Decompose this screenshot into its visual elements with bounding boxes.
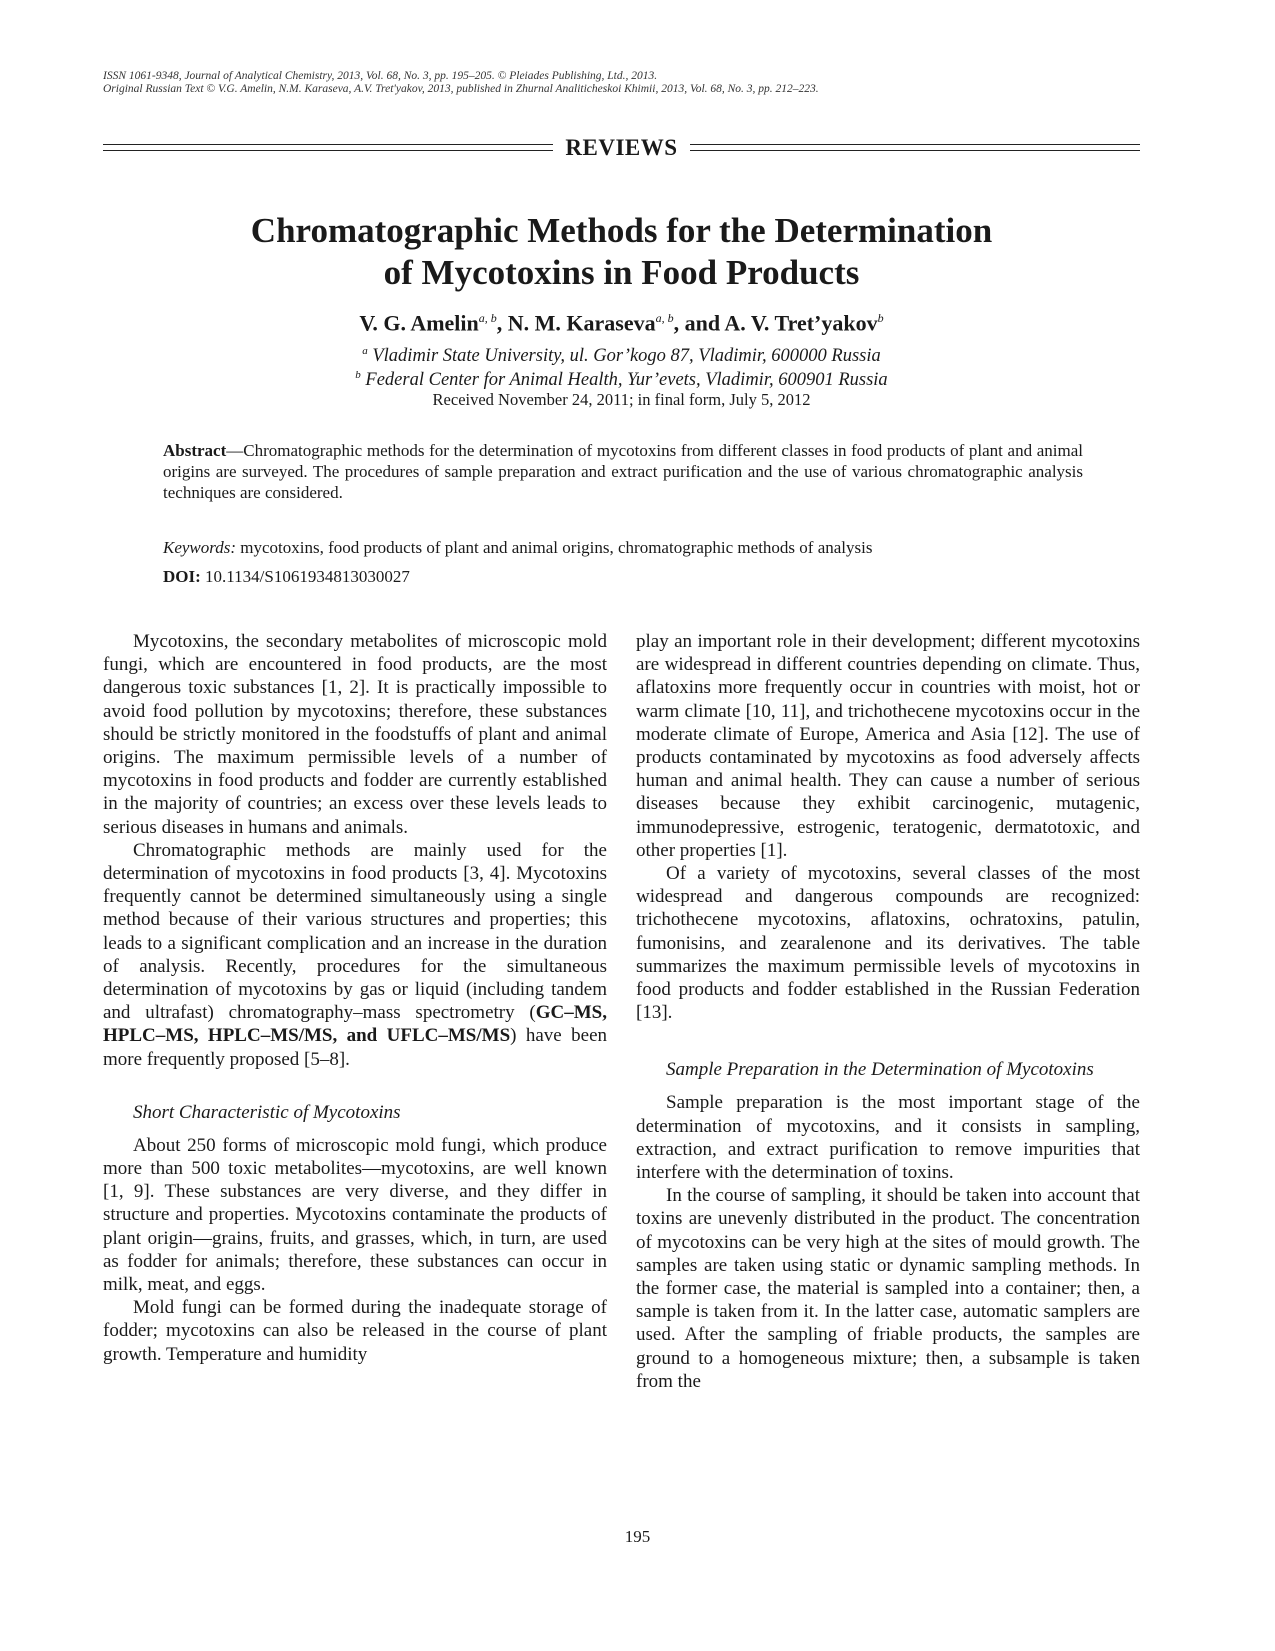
doi-value: 10.1134/S1061934813030027 <box>200 567 410 586</box>
author-list <box>103 305 1140 336</box>
affiliation-text: Vladimir State University, ul. Gor’kogo 87, Vladimir, 600000 Russia <box>372 346 881 367</box>
keywords <box>163 537 1083 558</box>
author-separator: , <box>496 310 508 336</box>
author-separator: , and <box>673 310 725 336</box>
body-paragraph: Sample preparation is the most important stage of the determination of mycotoxins, and it consists in sampling, extraction, and extract purification to remove impurities that interfere with the determination of toxins. <box>636 1092 1140 1184</box>
body-column-right <box>636 630 1140 1393</box>
keywords-label: Keywords: <box>163 538 237 557</box>
page-number: 195 <box>624 1527 651 1546</box>
body-paragraph: Mycotoxins, the secondary metabolites of microscopic mold fungi, which are encountered in food products, are the most dangerous toxic substances [1, 2]. It is practically impossible to avoid food pollution by mycotoxins; therefore, these substances should be strictly monitored in the foodstuffs of plant and animal origins. The maximum permissible levels of a number of mycotoxins in food products and fodder are currently established in the majority of countries; an excess over these levels leads to serious diseases in humans and animals. <box>103 631 607 838</box>
affiliation-b <box>103 364 1140 391</box>
author-affiliation-mark: a, b <box>655 311 674 325</box>
section-label: REVIEWS <box>565 135 678 160</box>
abstract-text: —Chromatographic methods for the determination of mycotoxins from different classes in food products of plant and animal origins are surveyed. The procedures of sample preparation and extract purification and the use of various chromatographic analysis techniques are considered. <box>163 441 1083 502</box>
section-subheading: Short Characteristic of Mycotoxins <box>133 1101 401 1123</box>
body-paragraph: play an important role in their development; different mycotoxins are widespread in different countries depending on climate. Thus, aflatoxins more frequently occur in countries with moist, hot or warm climate [10, 11], and trichothecene mycotoxins occur in the moderate climate of Europe, America and Asia [12]. The use of products contaminated by mycotoxins as food adversely affects human and animal health. They can cause a number of serious diseases because they exhibit carcinogenic, mutagenic, immunodepressive, estrogenic, teratogenic, dermatotoxic, and other properties [1]. <box>636 631 1140 861</box>
received-dates: Received November 24, 2011; in final form, July 5, 2012 <box>432 390 811 409</box>
body-column-left <box>103 630 607 1366</box>
abstract-label: Abstract <box>163 441 227 460</box>
abstract <box>163 440 1083 503</box>
keywords-text: mycotoxins, food products of plant and animal origins, chromatographic methods of analysis <box>236 538 873 557</box>
body-paragraph: Of a variety of mycotoxins, several classes of the most widespread and dangerous compounds are recognized: trichothecene mycotoxins, aflatoxins, ochratoxins, patulin, fumonisins, and zearalenone and its derivatives. The table summarizes the maximum permissible levels of mycotoxins in food products and fodder established in the Russian Federation [13]. <box>636 863 1140 1024</box>
author-name: V. G. Amelin <box>359 310 479 336</box>
affiliation-mark: a <box>362 345 368 357</box>
issn-line: ISSN 1061-9348, Journal of Analytical Chemistry, 2013, Vol. 68, No. 3, pp. 195–205. © Pleiades Publishing, Ltd., 2013. <box>103 70 658 82</box>
author-name: N. M. Karaseva <box>507 310 656 336</box>
body-paragraph: Mold fungi can be formed during the inadequate storage of fodder; mycotoxins can also be released in the course of plant growth. Temperature and humidity <box>103 1297 607 1365</box>
author-affiliation-mark: b <box>877 311 884 325</box>
doi <box>163 566 410 587</box>
section-heading <box>103 136 1140 160</box>
affiliation-mark: b <box>355 369 361 381</box>
title-line-1: Chromatographic Methods for the Determination <box>250 211 993 250</box>
paper-title <box>103 210 1140 294</box>
body-paragraph: In the course of sampling, it should be taken into account that toxins are unevenly distributed in the product. The concentration of mycotoxins can be very high at the sites of mould growth. The samples are taken using static or dynamic sampling methods. In the former case, the material is sampled into a container; then, a sample is taken from it. In the latter case, automatic samplers are used. After the sampling of friable products, the samples are ground to a homogeneous mixture; then, a subsample is taken from the <box>636 1185 1140 1392</box>
section-subheading: Sample Preparation in the Determination of Mycotoxins <box>666 1059 1094 1081</box>
body-paragraph: About 250 forms of microscopic mold fungi, which produce more than 500 toxic metabolites—mycotoxins, are well known [1, 9]. These substances are very diverse, and they differ in structure and properties. Mycotoxins contaminate the products of plant origin—grains, fruits, and grasses, which, in turn, are used as fodder for animals; therefore, these substances can occur in milk, meat, and eggs. <box>103 1134 607 1296</box>
doi-label: DOI: <box>163 567 201 586</box>
author-name: A. V. Tret’yakov <box>724 310 878 336</box>
method-acronyms: GC–MS, HPLC–MS, HPLC–MS/MS, and UFLC–MS/MS <box>103 1002 607 1047</box>
body-paragraph: Chromatographic methods are mainly used for the determination of mycotoxins in food products [3, 4]. Mycotoxins frequently cannot be determined simultaneously using a single method because of their various structures and properties; this leads to a significant complication and an increase in the duration of analysis. Recently, procedures for the simultaneous determination of mycotoxins by gas or liquid (including tandem and ultrafast) chromatography–mass spectrometry (GC–MS, HPLC–MS, HPLC–MS/MS, and UFLC–MS/MS) have been more frequently proposed [5–8]. <box>103 839 607 1070</box>
affiliation-text: Federal Center for Animal Health, Yur’evets, Vladimir, 600901 Russia <box>365 370 888 391</box>
original-text-line: Original Russian Text © V.G. Amelin, N.M. Karaseva, A.V. Tret'yakov, 2013, published in Zhurnal Analiticheskoi Khimii, 2013, Vol. 68, No. 3, pp. 212–223. <box>103 83 819 95</box>
title-line-2: of Mycotoxins in Food Products <box>383 253 860 292</box>
journal-header <box>103 70 1183 96</box>
author-affiliation-mark: a, b <box>478 311 497 325</box>
